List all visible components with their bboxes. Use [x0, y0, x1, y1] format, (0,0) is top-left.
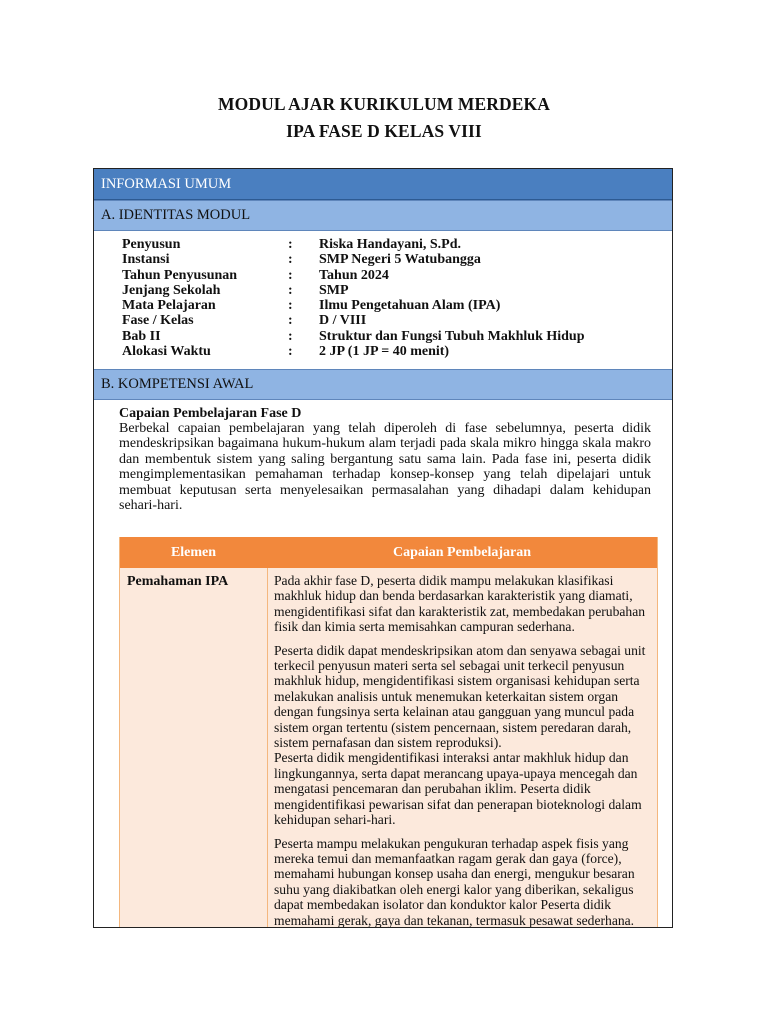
column-divider — [267, 568, 268, 928]
identity-value: Tahun 2024 — [319, 267, 389, 283]
identity-row — [122, 313, 659, 328]
element-name: Pemahaman IPA — [127, 574, 229, 589]
identity-value: Struktur dan Fungsi Tubuh Makhluk Hidup — [319, 328, 585, 344]
identity-value: SMP — [319, 282, 349, 298]
identity-label: Bab II — [122, 328, 161, 344]
identity-label: Tahun Penyusunan — [122, 267, 238, 283]
identity-row — [122, 329, 659, 344]
identity-colon: : — [288, 298, 293, 314]
identity-section-header: A. IDENTITAS MODUL — [94, 200, 672, 231]
identity-row — [122, 298, 659, 313]
header-element: Elemen — [170, 544, 217, 560]
identity-value: Riska Handayani, S.Pd. — [319, 237, 461, 252]
cp-table-header — [120, 537, 657, 568]
identity-colon: : — [288, 328, 293, 344]
cp-description — [274, 573, 652, 928]
cp-table — [119, 537, 658, 928]
identity-colon: : — [288, 313, 293, 329]
header-cp: Capaian Pembelajaran — [392, 544, 532, 560]
identity-label: Mata Pelajaran — [122, 298, 216, 314]
identity-row — [122, 252, 659, 267]
cp-subtitle: Capaian Pembelajaran Fase D — [119, 406, 302, 421]
general-info-header: INFORMASI UMUM — [94, 169, 672, 200]
identity-colon: : — [288, 237, 293, 252]
identity-label: Fase / Kelas — [122, 313, 194, 329]
cp-paragraph: Berbekal capaian pembelajaran yang telah diperoleh di fase sebelumnya, peserta didik mendeskripsikan bagaimana hukum-hukum alam terjadi pada skala mikro hingga skala makro dan membentuk sistem yang saling bergantung satu sama lain. Pada fase ini, peserta didik mengimplementasikan pemahaman terhadap konsep-konsep yang telah dipelajari untuk membuat keputusan serta menyelesaikan permasalahan yang dihadapi dalam kehidupan sehari-hari. — [119, 421, 651, 514]
identity-row — [122, 268, 659, 283]
identity-label: Instansi — [122, 252, 170, 268]
identity-row — [122, 237, 659, 252]
identity-colon: : — [288, 267, 293, 283]
identity-colon: : — [288, 344, 293, 360]
cp-table-body — [120, 568, 657, 928]
identity-row — [122, 283, 659, 298]
document-subtitle: IPA FASE D KELAS VIII — [286, 121, 482, 141]
document-title: MODUL AJAR KURIKULUM MERDEKA — [218, 94, 550, 114]
competency-section-header: B. KOMPETENSI AWAL — [94, 369, 672, 400]
identity-value: D / VIII — [319, 313, 367, 329]
identity-label: Jenjang Sekolah — [122, 282, 221, 298]
identity-label: Alokasi Waktu — [122, 344, 211, 360]
identity-colon: : — [288, 282, 293, 298]
identity-table — [122, 237, 659, 359]
identity-value: SMP Negeri 5 Watubangga — [319, 252, 481, 268]
cp-text-paragraph: Pada akhir fase D, peserta didik mampu melakukan klasifikasi makhluk hidup dan benda berdasarkan karakteristik yang diamati, mengidentifikasi sifat dan karakteristik zat, membedakan perubahan fisik dan kimia serta memisahkan campuran sederhana. — [274, 573, 646, 635]
identity-row — [122, 344, 659, 359]
cp-text-paragraph: Peserta mampu melakukan pengukuran terhadap aspek fisis yang mereka temui dan memanfaatkan ragam gerak dan gaya (force), memahami hubungan konsep usaha dan energi, mengukur besaran suhu yang diakibatkan oleh energi kalor yang diberikan, sekaligus dapat membedakan isolator dan konduktor kalor Peserta didik memahami gerak, gaya dan tekanan, termasuk pesawat sederhana. — [274, 835, 635, 928]
identity-value: 2 JP (1 JP = 40 menit) — [319, 344, 450, 360]
cp-text-paragraph: Peserta didik dapat mendeskripsikan atom dan senyawa sebagai unit terkecil penyusun materi serta sel sebagai unit terkecil penyusun makhluk hidup, mengidentifikasi sistem organisasi kehidupan serta melakukan analisis untuk menemukan keterkaitan sistem organ dengan fungsinya serta kelainan atau gangguan yang muncul pada sistem organ tertentu (sistem pencernaan, sistem peredaran darah, sistem pernafasan dan sistem reproduksi). — [274, 642, 646, 751]
module-frame — [93, 168, 673, 928]
identity-label: Penyusun — [122, 237, 181, 252]
identity-colon: : — [288, 252, 293, 268]
cp-text-paragraph: Peserta didik mengidentifikasi interaksi antar makhluk hidup dan lingkungannya, serta dapat merancang upaya-upaya mencegah dan mengatasi pencemaran dan perubahan iklim. Peserta didik mengidentifikasi pewarisan sifat dan penerapan bioteknologi dalam kehidupan sehari-hari. — [274, 750, 642, 828]
identity-value: Ilmu Pengetahuan Alam (IPA) — [319, 298, 501, 314]
